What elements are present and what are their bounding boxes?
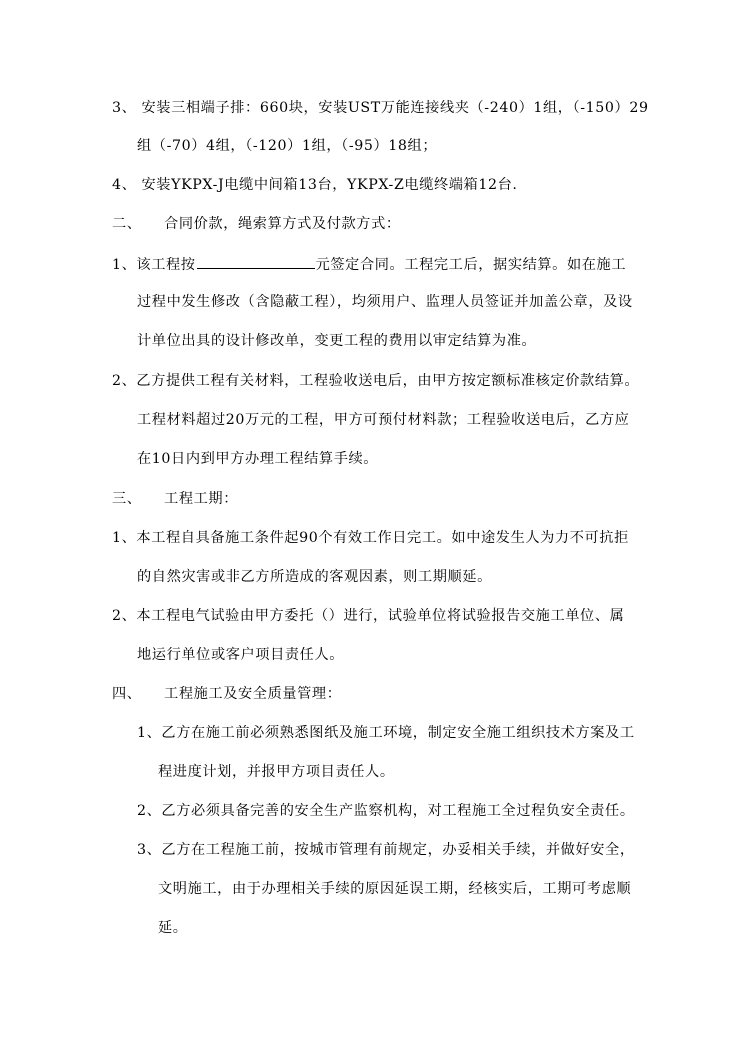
section-2-heading: 二、 合同价款，绳索算方式及付款方式：: [112, 216, 401, 232]
item-text-after-blank: 元签定合同。工程完工后，据实结算。如在施工: [315, 257, 627, 273]
section-4-item-1-line-2: 程进度计划，并报甲方项目责任人。: [158, 764, 395, 780]
section-3-item-1-line-2: 的自然灾害或非乙方所造成的客观因素，则工期顺延。: [137, 569, 492, 585]
section-4-item-3-line-3: 延。: [158, 920, 188, 936]
section-2-item-1-line-2: 过程中发生修改（含隐蔽工程），均须用户、监理人员签证并加盖公章，及设: [137, 294, 633, 310]
item-text-before-blank: 1、该工程按: [112, 257, 196, 273]
price-blank-underline: [197, 255, 315, 269]
section-4-item-2-line-1: 2、乙方必须具备完善的安全生产监察机构，对工程施工全过程负安全责任。: [137, 803, 635, 819]
item-3-line-1: 3、 安装三相端子排：660块，安装UST万能连接线夹（-240）1组，（-150）29: [112, 100, 649, 116]
section-4-item-1-line-1: 1、乙方在施工前必须熟悉图纸及施工环境，制定安全施工组织技术方案及工: [137, 725, 635, 741]
section-4-item-3-line-1: 3、乙方在工程施工前，按城市管理有前规定，办妥相关手续，并做好安全，: [137, 842, 635, 858]
section-2-item-2-line-2: 工程材料超过20万元的工程，甲方可预付材料款；工程验收送电后，乙方应: [137, 412, 630, 428]
section-3-item-2-line-2: 地运行单位或客户项目责任人。: [137, 647, 345, 663]
section-2-item-2-line-1: 2、乙方提供工程有关材料，工程验收送电后，由甲方按定额标准核定价款结算。: [112, 373, 640, 389]
section-3-item-2-line-1: 2、本工程电气试验由甲方委托（）进行，试验单位将试验报告交施工单位、属: [112, 608, 625, 624]
section-3-item-1-line-1: 1、本工程自具备施工条件起90个有效工作日完工。如中途发生人为力不可抗拒: [112, 530, 629, 546]
section-3-heading: 三、 工程工期：: [112, 491, 238, 507]
section-4-item-3-line-2: 文明施工，由于办理相关手续的原因延误工期，经核实后，工期可考虑顺: [158, 881, 632, 897]
section-2-item-2-line-3: 在10日内到甲方办理工程结算手续。: [137, 451, 379, 467]
section-2-item-1-line-1: [112, 255, 626, 274]
section-2-item-1-line-3: 计单位出具的设计修改单，变更工程的费用以审定结算为准。: [137, 333, 537, 349]
item-4-line-1: 4、 安装YKPX-J电缆中间箱13台，YKPX-Z电缆终端箱12台.: [112, 177, 518, 193]
item-3-line-2: 组（-70）4组，（-120）1组，（-95）18组；: [137, 138, 438, 154]
section-4-heading: 四、 工程施工及安全质量管理：: [112, 686, 342, 702]
